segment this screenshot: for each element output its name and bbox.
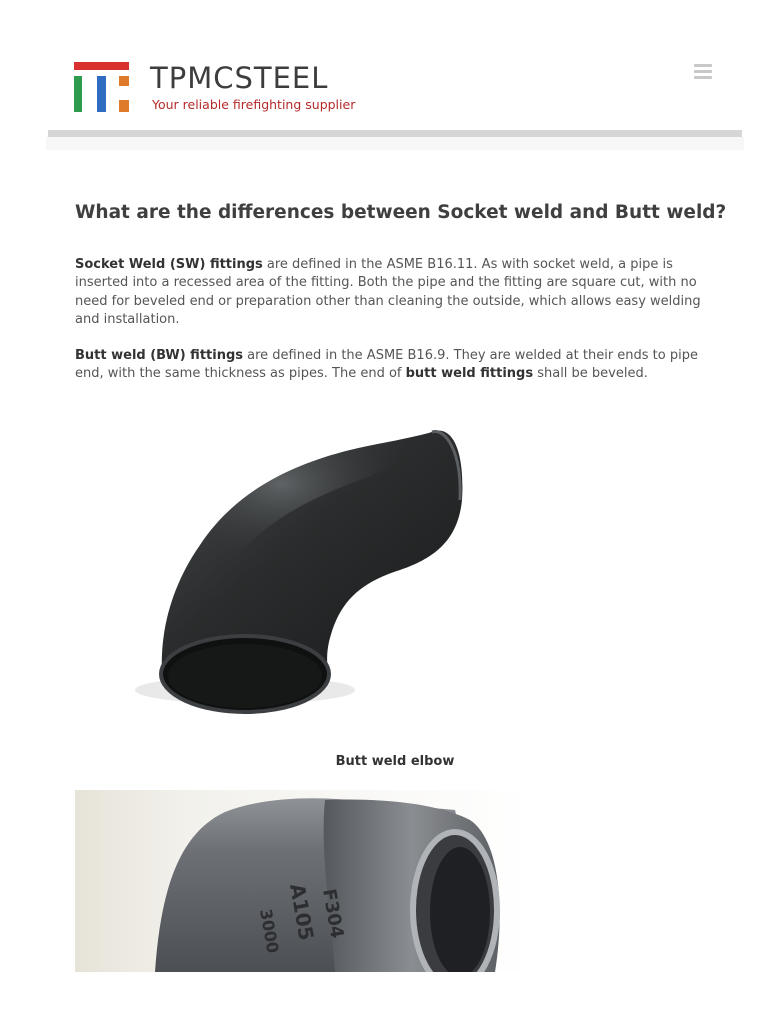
header-divider [48,130,742,137]
header-shadow [46,137,744,150]
article-title: What are the differences between Socket weld and Butt weld? [75,202,727,223]
site-logo[interactable] [74,60,374,116]
paragraph-text: are defined in the ASME B16.11. As with socket weld, a pipe is inserted into a recessed area of the fitting. Both the pipe and the fitting are square cut, with no need for beveled end or preparation other than cleaning the outside, which allows easy welding and installation. [75,257,701,328]
paragraph-text: shall be beveled. [533,366,648,382]
hamburger-menu-icon[interactable] [694,64,712,79]
logo-tagline: Your reliable firefighting supplier [152,97,356,112]
marking-text: A105 [285,881,319,943]
butt-weld-elbow-image [100,410,520,730]
marking-text: 3000 [256,907,283,955]
socket-weld-fitting-image [75,790,530,972]
logo-name: TPMCSTEEL [150,61,329,95]
butt-weld-fittings-term: butt weld fittings [405,366,534,382]
paragraph-text: are defined in the ASME B16.9. They are welded at their ends to pipe end, with the same thickness as pipes. The end of [75,348,698,382]
logo-mark-icon [74,62,130,112]
paragraph-butt-weld [75,347,705,384]
image-caption: Butt weld elbow [335,754,455,769]
socket-weld-term: Socket Weld (SW) fittings [75,257,263,272]
paragraph-socket-weld [75,256,705,330]
marking-text: F304 [318,887,348,940]
butt-weld-term: Butt weld (BW) fittings [75,348,243,363]
